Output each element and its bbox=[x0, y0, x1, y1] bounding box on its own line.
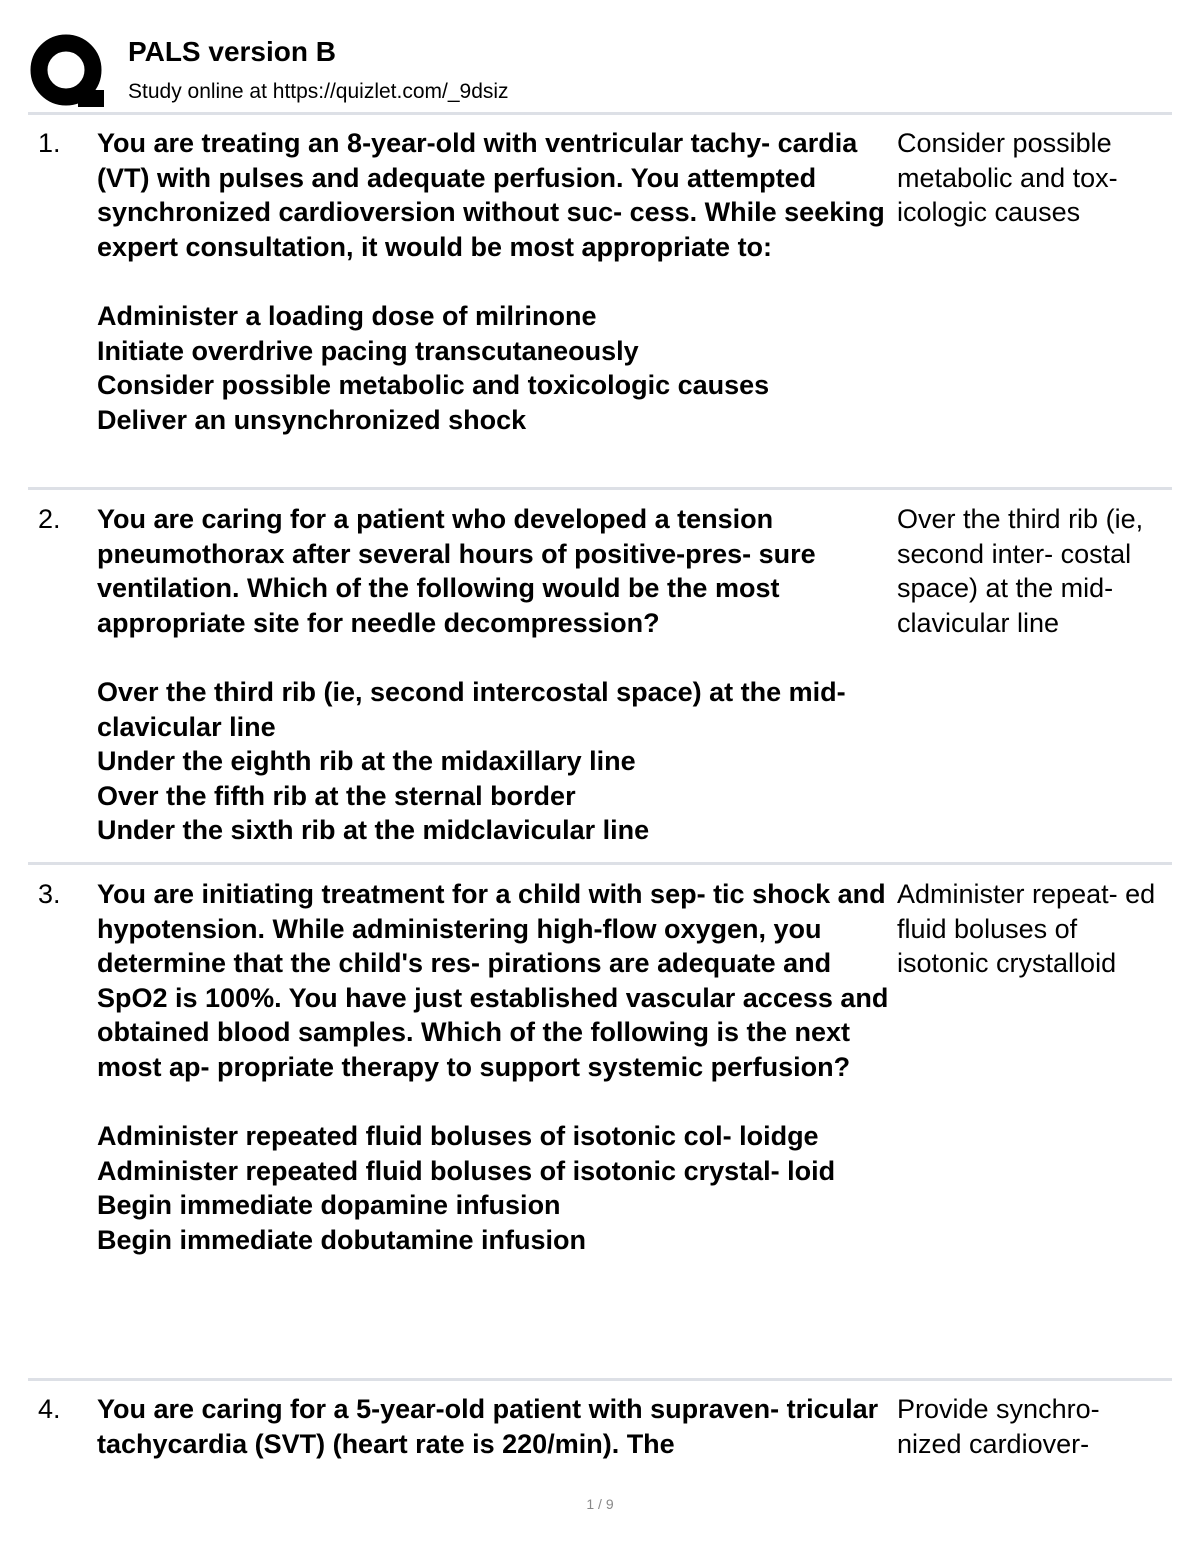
divider bbox=[28, 862, 1172, 865]
options-list bbox=[97, 675, 897, 848]
option: Initiate overdrive pacing transcutaneously bbox=[97, 335, 639, 366]
document-title: PALS version B bbox=[128, 36, 336, 67]
divider bbox=[28, 1378, 1172, 1381]
divider bbox=[28, 112, 1172, 115]
card-number: 4. bbox=[38, 1394, 61, 1424]
option: Administer repeated fluid boluses of isotonic col- loidge bbox=[97, 1121, 819, 1152]
card-question bbox=[97, 1392, 897, 1461]
card-answer: Consider possible metabolic and tox- icologic causes bbox=[897, 128, 1118, 228]
card-question bbox=[97, 877, 897, 1258]
option: Deliver an unsynchronized shock bbox=[97, 404, 527, 435]
question-text: You are caring for a 5-year-old patient with supraven- tricular tachycardia (SVT) (heart rate is 220/min). The bbox=[97, 1394, 879, 1459]
card-answer: Provide synchro- nized cardiover- bbox=[897, 1394, 1100, 1459]
option: Begin immediate dopamine infusion bbox=[97, 1190, 561, 1221]
card-answer: Over the third rib (ie, second inter- costal space) at the mid-clavicular line bbox=[897, 504, 1144, 638]
card-number: 3. bbox=[38, 879, 61, 909]
option: Begin immediate dobutamine infusion bbox=[97, 1224, 587, 1255]
document-header bbox=[28, 30, 1172, 110]
divider bbox=[28, 487, 1172, 490]
question-text: You are treating an 8-year-old with ventricular tachy- cardia (VT) with pulses and adequate perfusion. You attempted synchronized cardioversion without suc- cess. While seeking expert consultation, it would be most appropriate to: bbox=[97, 128, 885, 262]
page-number: 1 / 9 bbox=[586, 1496, 614, 1512]
quizlet-logo-icon bbox=[30, 34, 106, 110]
options-list bbox=[97, 1119, 897, 1257]
question-text: You are initiating treatment for a child with sep- tic shock and hypotension. While administering high-flow oxygen, you determine that the child's res- pirations are adequate and SpO2 is 100%. You have just established vascular access and obtained blood samples. Which of the following is the next most ap- propriate therapy to support systemic perfusion? bbox=[97, 879, 889, 1082]
card-answer: Administer repeat- ed fluid boluses of isotonic crystalloid bbox=[897, 879, 1156, 979]
card-question bbox=[97, 126, 897, 437]
option: Over the fifth rib at the sternal border bbox=[97, 780, 576, 811]
option: Administer a loading dose of milrinone bbox=[97, 300, 597, 331]
option: Administer repeated fluid boluses of isotonic crystal- loid bbox=[97, 1155, 836, 1186]
card-question bbox=[97, 502, 897, 848]
card-number: 2. bbox=[38, 504, 61, 534]
option: Under the eighth rib at the midaxillary line bbox=[97, 746, 636, 777]
options-list bbox=[97, 299, 897, 437]
study-link[interactable]: Study online at https://quizlet.com/_9dsiz bbox=[128, 80, 509, 103]
card-number: 1. bbox=[38, 128, 61, 158]
option: Over the third rib (ie, second intercostal space) at the mid-clavicular line bbox=[97, 676, 846, 742]
option: Consider possible metabolic and toxicologic causes bbox=[97, 370, 770, 401]
question-text: You are caring for a patient who developed a tension pneumothorax after several hours of positive-pres- sure ventilation. Which of the following would be the most appropriate site for needle decompression? bbox=[97, 504, 816, 638]
option: Under the sixth rib at the midclavicular line bbox=[97, 815, 650, 846]
